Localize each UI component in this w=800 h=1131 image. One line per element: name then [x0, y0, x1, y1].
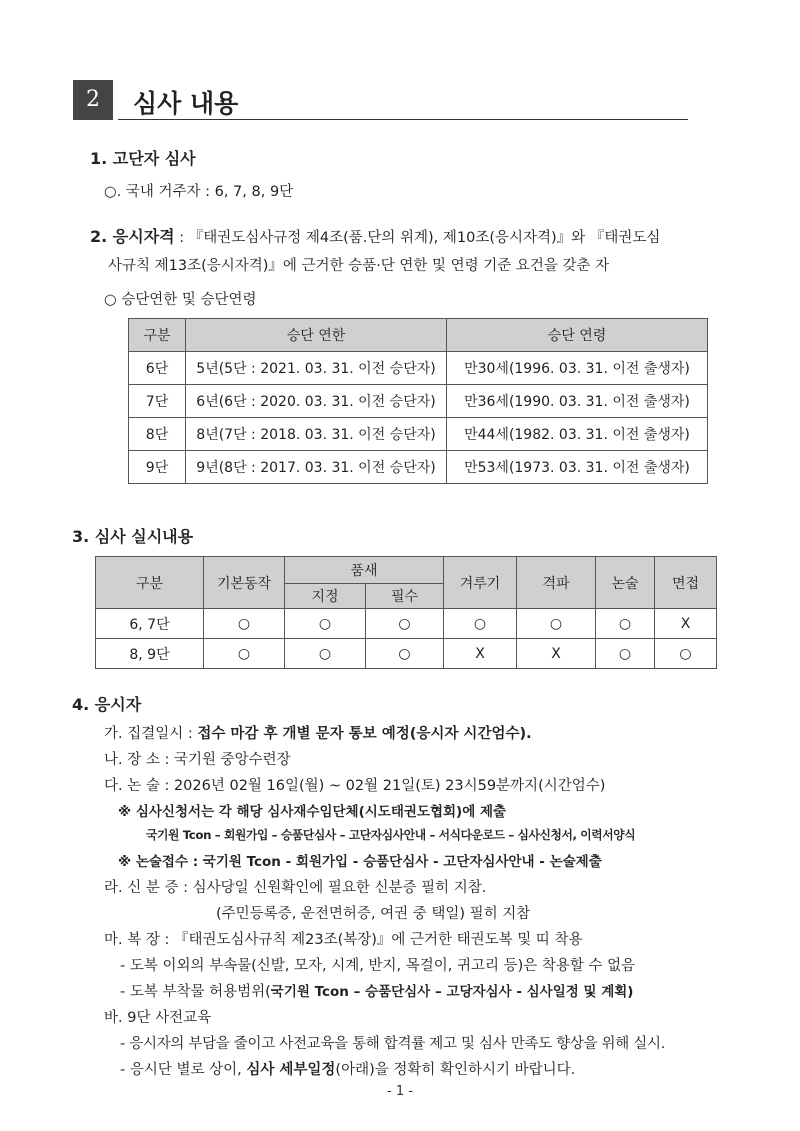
cell-mark: ○ [204, 609, 285, 639]
cell-age: 만53세(1973. 03. 31. 이전 출생자) [447, 451, 708, 484]
col-header-breaking: 격파 [517, 557, 596, 609]
cell-grade: 6, 7단 [96, 609, 204, 639]
cell-grade: 9단 [129, 451, 186, 484]
cell-mark: ○ [596, 639, 655, 669]
cell-mark: ○ [655, 639, 717, 669]
cell-grade: 6단 [129, 352, 186, 385]
col-header-gubun: 구분 [96, 557, 204, 609]
assembly-time-line [104, 722, 532, 743]
attire-patches-text: - 도복 부착물 허용범위( [120, 984, 271, 1000]
table-row [129, 352, 708, 385]
table-row [129, 385, 708, 418]
cell-mark: ○ [444, 609, 517, 639]
table-header-row [129, 319, 708, 352]
heading-2: 2. 응시자격 [90, 227, 175, 246]
promotion-requirements-table [128, 318, 708, 484]
cell-grade: 8, 9단 [96, 639, 204, 669]
eligibility-text-1: : 『태권도심사규정 제4조(품.단의 위계), 제10조(응시자격)』와 『태권도심 [174, 230, 661, 246]
col-header-period: 승단 연한 [186, 319, 447, 352]
col-header-basic: 기본동작 [204, 557, 285, 609]
note-download-path: 국기원 Tcon – 회원가입 – 승품단심사 – 고단자심사안내 – 서식다운로드 – 심사신청서, 이력서양식 [146, 828, 636, 842]
exam-contents-table [95, 556, 717, 669]
cell-mark: ○ [204, 639, 285, 669]
cell-mark: ○ [596, 609, 655, 639]
col-header-interview: 면접 [655, 557, 717, 609]
schedule-text-2: (아래)을 정확히 확인하시기 바랍니다. [335, 1062, 576, 1078]
table-row [129, 418, 708, 451]
table-row [96, 639, 717, 669]
col-header-required: 필수 [366, 584, 444, 609]
id-card-line: 라. 신 분 증 : 심사당일 신원확인에 필요한 신분증 필히 지참. [104, 880, 487, 896]
heading-4: 4. 응시자 [72, 695, 142, 714]
cell-mark: ○ [285, 609, 366, 639]
col-header-designated: 지정 [285, 584, 366, 609]
note-essay-submission: ※ 논술접수 : 국기원 Tcon - 회원가입 - 승품단심사 - 고단자심사안내 - 논술제출 [118, 854, 602, 870]
table-row [96, 609, 717, 639]
heading-1: 1. 고단자 심사 [90, 149, 196, 168]
eligibility-line-1 [90, 224, 660, 247]
assembly-time-label: 가. 집결일시 : [104, 726, 198, 742]
attire-patches-path: 국기원 Tcon – 승품단심사 – 고당자심사 - 심사일정 및 계획) [270, 984, 634, 1000]
promotion-requirements-subheading: ○ 승단연한 및 승단연령 [104, 292, 257, 308]
note-application-submission: ※ 심사신청서는 각 해당 심사재수임단체(시도태권도협회)에 제출 [118, 804, 507, 820]
item-domestic-resident: ○. 국내 거주자 : 6, 7, 8, 9단 [104, 184, 294, 200]
assembly-time-value: 접수 마감 후 개별 문자 통보 예정(응시자 시간엄수). [197, 726, 532, 742]
cell-mark: ○ [517, 609, 596, 639]
pre-education-heading: 바. 9단 사전교육 [104, 1010, 212, 1026]
cell-age: 만30세(1996. 03. 31. 이전 출생자) [447, 352, 708, 385]
pre-education-schedule-line [120, 1058, 575, 1079]
col-header-poomsae: 품새 [285, 557, 444, 584]
page-number: - 1 - [387, 1084, 413, 1099]
cell-grade: 7단 [129, 385, 186, 418]
attire-patches-line [120, 980, 633, 1001]
cell-mark: X [517, 639, 596, 669]
cell-mark: ○ [366, 639, 444, 669]
cell-period: 5년(5단 : 2021. 03. 31. 이전 승단자) [186, 352, 447, 385]
cell-period: 8년(7단 : 2018. 03. 31. 이전 승단자) [186, 418, 447, 451]
cell-mark: X [444, 639, 517, 669]
schedule-text-bold: 심사 세부일정 [246, 1062, 336, 1078]
cell-mark: ○ [366, 609, 444, 639]
cell-mark: ○ [285, 639, 366, 669]
col-header-sparring: 겨루기 [444, 557, 517, 609]
col-header-essay: 논술 [596, 557, 655, 609]
pre-education-purpose-line: - 응시자의 부담을 줄이고 사전교육을 통해 합격률 제고 및 심사 만족도 향상을 위해 실시. [120, 1036, 666, 1052]
cell-grade: 8단 [129, 418, 186, 451]
section-number-badge: 2 [73, 80, 113, 120]
cell-mark: X [655, 609, 717, 639]
essay-deadline-line: 다. 논 술 : 2026년 02월 16일(월) ~ 02월 21일(토) 23시59분까지(시간엄수) [104, 778, 606, 794]
eligibility-line-2: 사규칙 제13조(응시자격)』에 근거한 승품·단 연한 및 연령 기준 요건을 갖춘 자 [108, 258, 610, 274]
schedule-text-1: - 응시단 별로 상이, [120, 1062, 247, 1078]
cell-period: 6년(6단 : 2020. 03. 31. 이전 승단자) [186, 385, 447, 418]
id-card-types-line: (주민등록증, 운전면허증, 여권 중 택일) 필히 지참 [216, 906, 531, 922]
cell-age: 만36세(1990. 03. 31. 이전 출생자) [447, 385, 708, 418]
cell-age: 만44세(1982. 03. 31. 이전 출생자) [447, 418, 708, 451]
heading-3: 3. 심사 실시내용 [72, 527, 194, 546]
attire-line: 마. 복 장 : 『태권도심사규칙 제23조(복장)』에 근거한 태권도복 및 띠 착용 [104, 932, 583, 948]
table-header-row [96, 557, 717, 584]
venue-line: 나. 장 소 : 국기원 중앙수련장 [104, 752, 291, 768]
cell-period: 9년(8단 : 2017. 03. 31. 이전 승단자) [186, 451, 447, 484]
attire-accessories-line: - 도복 이외의 부속물(신발, 모자, 시계, 반지, 목걸이, 귀고리 등)은 착용할 수 없음 [120, 958, 636, 974]
section-title-underline [118, 119, 688, 120]
col-header-grade: 구분 [129, 319, 186, 352]
table-row [129, 451, 708, 484]
section-title: 심사 내용 [133, 89, 239, 118]
col-header-age: 승단 연령 [447, 319, 708, 352]
